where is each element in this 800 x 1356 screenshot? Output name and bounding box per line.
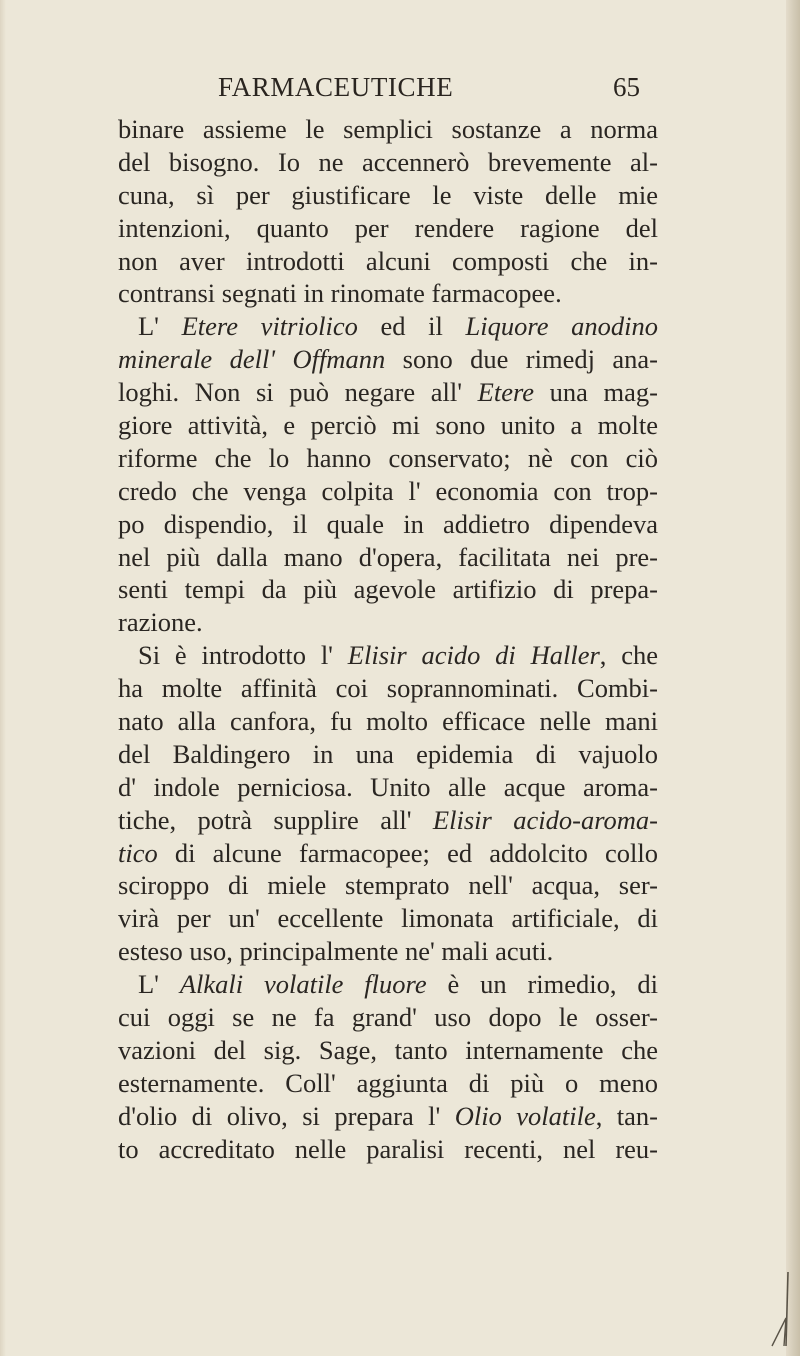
text-line — [118, 672, 658, 705]
text-segment: una mag- — [534, 377, 658, 408]
text-segment: è un rimedio, di — [426, 969, 658, 1000]
italic-term: Elisir acido di Haller — [347, 640, 600, 671]
italic-term: Etere — [477, 377, 535, 408]
text-segment: razione. — [118, 607, 203, 638]
italic-term: Alkali volatile fluore — [179, 969, 427, 1000]
text-segment: L' — [138, 311, 182, 342]
running-title: FARMACEUTICHE — [218, 72, 454, 102]
text-segment: d'olio di olivo, si prepara l' — [118, 1100, 455, 1131]
text-line — [118, 1133, 658, 1166]
page-right-edge — [786, 0, 800, 1356]
text-segment: sciroppo di miele stemprato nell' acqua, ser- — [118, 870, 658, 901]
text-line — [118, 343, 658, 376]
text-line — [118, 409, 658, 442]
text-segment: esteso uso, principalmente ne' mali acuti. — [118, 936, 554, 967]
corner-fold-mark — [762, 1268, 792, 1348]
text-line — [118, 639, 658, 672]
text-line — [118, 804, 658, 837]
text-line — [118, 771, 658, 804]
body-text — [118, 113, 658, 1166]
text-line — [118, 1034, 658, 1067]
italic-term: Etere vitriolico — [181, 311, 358, 342]
text-segment: loghi. Non si può negare all' — [118, 377, 478, 408]
text-segment: senti tempi da più agevole artifizio di prepa- — [118, 574, 658, 605]
text-line — [118, 1067, 658, 1100]
text-line — [118, 705, 658, 738]
text-line — [118, 508, 658, 541]
text-segment: esternamente. Coll' aggiunta di più o meno — [118, 1067, 658, 1098]
text-line — [118, 837, 658, 870]
text-segment: virà per un' eccellente limonata artificiale, di — [118, 903, 658, 934]
text-segment: giore attività, e perciò mi sono unito a molte — [118, 410, 658, 441]
page-number: 65 — [613, 72, 640, 102]
page-left-edge — [0, 0, 6, 1356]
text-segment: nato alla canfora, fu molto efficace nelle mani — [118, 706, 658, 737]
text-segment: Si è introdotto l' — [138, 640, 348, 671]
text-line — [118, 376, 658, 409]
text-line — [118, 442, 658, 475]
text-segment: L' — [138, 969, 180, 1000]
text-segment: credo che venga colpita l' economia con trop- — [118, 475, 658, 506]
italic-term: Olio volatile — [454, 1100, 596, 1131]
text-segment: sono due rimedj ana- — [385, 344, 658, 375]
text-segment: binare assieme le semplici sostanze a norma — [118, 114, 658, 144]
text-segment: riforme che lo hanno conservato; nè con ciò — [118, 442, 658, 473]
text-segment: , tan- — [595, 1100, 658, 1131]
text-line — [118, 212, 658, 245]
text-line — [118, 277, 658, 310]
text-line — [118, 113, 658, 146]
text-line — [118, 1100, 658, 1133]
text-segment: non aver introdotti alcuni composti che in- — [118, 245, 658, 276]
page-header — [0, 72, 800, 108]
text-segment: vazioni del sig. Sage, tanto internamente che — [118, 1034, 658, 1065]
text-segment: cuna, sì per giustificare le viste delle mie — [118, 179, 658, 210]
text-line — [118, 902, 658, 935]
italic-term: Liquore anodino — [465, 311, 659, 342]
text-line — [118, 179, 658, 212]
text-segment: ed il — [357, 311, 466, 342]
text-line — [118, 738, 658, 771]
text-line — [118, 310, 658, 343]
text-line — [118, 935, 658, 968]
text-line — [118, 541, 658, 574]
text-segment: nel più dalla mano d'opera, facilitata nei pre- — [118, 541, 658, 572]
text-segment: d' indole perniciosa. Unito alle acque aroma- — [118, 771, 658, 802]
text-segment: del bisogno. Io ne accennerò brevemente al- — [118, 146, 658, 177]
text-line — [118, 573, 658, 606]
text-segment: cui oggi se ne fa grand' uso dopo le osser- — [118, 1002, 658, 1033]
text-segment: to accreditato nelle paralisi recenti, nel reu- — [118, 1133, 658, 1164]
italic-term: minerale dell' Offmann — [118, 344, 386, 375]
text-line — [118, 968, 658, 1001]
italic-term: tico — [118, 837, 158, 868]
text-segment: contransi segnati in rinomate farmacopee. — [118, 278, 562, 309]
text-segment: po dispendio, il quale in addietro dipendeva — [118, 508, 658, 539]
text-segment: del Baldingero in una epidemia di vajuolo — [118, 738, 658, 769]
text-line — [118, 1001, 658, 1034]
text-segment: intenzioni, quanto per rendere ragione del — [118, 212, 658, 243]
text-segment: ha molte affinità coi soprannominati. Combi- — [118, 673, 658, 704]
text-line — [118, 606, 658, 639]
text-segment: , che — [599, 640, 659, 671]
text-segment: tiche, potrà supplire all' — [118, 804, 433, 835]
italic-term: Elisir acido-aroma- — [432, 804, 658, 835]
text-line — [118, 146, 658, 179]
text-line — [118, 245, 658, 278]
text-line — [118, 869, 658, 902]
text-segment: di alcune farmacopee; ed addolcito collo — [157, 837, 658, 868]
text-line — [118, 475, 658, 508]
